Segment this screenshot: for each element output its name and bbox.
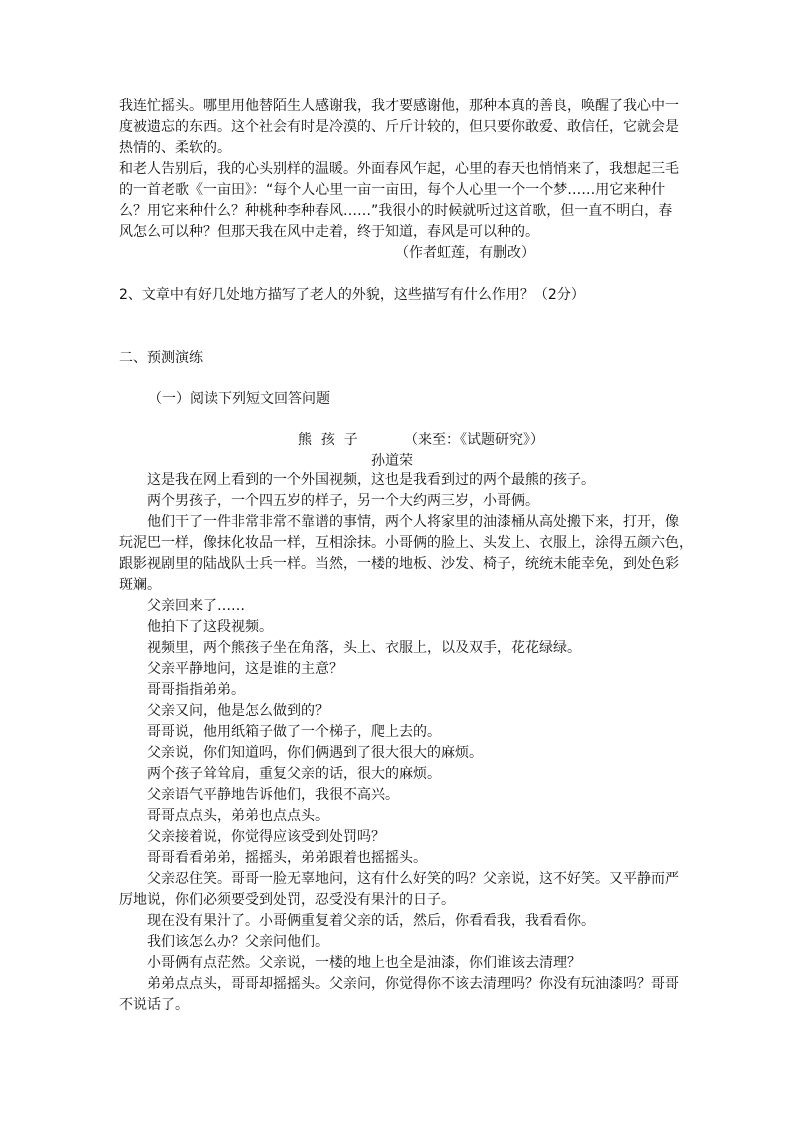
author-attribution: （作者虹莲，有删改） [395,245,535,261]
passage-line: 么？用它来种什么？种桃种李种春风……”我很小的时候就听过这首歌，但一直不明白，春 [119,203,673,219]
story-title: 熊 孩 子 [298,432,358,448]
story-source: （来至：《试题研究》） [404,432,544,448]
story-line: 两个孩子耸耸肩，重复父亲的话，很大的麻烦。 [147,766,441,782]
story-line: 玩泥巴一样，像抹化妆品一样，互相涂抹。小哥俩的脸上、头发上、衣服上，涂得五颜六色， [119,535,693,551]
subsection-heading: （一）阅读下列短文回答问题 [148,391,330,407]
story-line: 父亲平静地问，这是谁的主意？ [147,661,343,677]
story-line: 他们干了一件非常非常不靠谱的事情，两个人将家里的油漆桶从高处搬下来，打开，像 [147,514,679,530]
story-line: 父亲忍住笑。哥哥一脸无辜地问，这有什么好笑的吗？父亲说，这不好笑。又平静而严 [147,871,679,887]
passage-line: 风怎么可以种？但那天我在风中走着，终于知道，春风是可以种的。 [119,224,539,240]
story-line: 视频里，两个熊孩子坐在角落，头上、衣服上，以及双手，花花绿绿。 [147,640,581,656]
story-line: 父亲接着说，你觉得应该受到处罚吗？ [147,829,385,845]
section-heading: 二、预测演练 [119,350,203,366]
passage-line: 的一首老歌《一亩田》：“每个人心里一亩一亩田，每个人心里一个一个梦……用它来种什 [119,182,666,198]
essay-ending-passage [119,96,679,243]
passage-line: 度被遗忘的东西。这个社会有时是冷漠的、斤斤计较的，但只要你敢爱、敢信任，它就会是 [119,119,679,135]
story-line: 斑斓。 [119,577,161,593]
story-line: 这是我在网上看到的一个外国视频，这也是我看到过的两个最熊的孩子。 [147,472,595,488]
story-line: 父亲回来了…… [147,598,245,614]
story-line: 哥哥指指弟弟。 [147,682,245,698]
story-line: 父亲语气平静地告诉他们，我很不高兴。 [147,787,399,803]
question-2: 2、文章中有好几处地方描写了老人的外貌，这些描写有什么作用？（2分） [119,287,585,303]
story-line: 他拍下了这段视频。 [147,619,273,635]
story-line: 我们该怎么办？父亲问他们。 [147,934,329,950]
story-body [119,470,693,1016]
story-line: 不说话了。 [119,997,189,1013]
passage-line: 我连忙摇头。哪里用他替陌生人感谢我，我才要感谢他，那种本真的善良，唤醒了我心中一 [119,98,679,114]
story-line: 跟影视剧里的陆战队士兵一样。当然，一楼的地板、沙发、椅子，统统未能幸免，到处色彩 [119,556,679,572]
story-line: 小哥俩有点茫然。父亲说，一楼的地上也全是油漆，你们谁该去清理？ [147,955,581,971]
story-author: 孙道荣 [371,453,413,469]
story-line: 现在没有果汁了。小哥俩重复着父亲的话，然后，你看看我，我看看你。 [147,913,595,929]
story-line: 厉地说，你们必须要受到处罚，忍受没有果汁的日子。 [119,892,455,908]
story-line: 哥哥点点头，弟弟也点点头。 [147,808,329,824]
passage-line: 和老人告别后，我的心头别样的温暖。外面春风乍起，心里的春天也悄悄来了，我想起三毛 [119,161,679,177]
story-line: 哥哥说，他用纸箱子做了一个梯子，爬上去的。 [147,724,441,740]
story-line: 弟弟点点头，哥哥却摇摇头。父亲问，你觉得你不该去清理吗？你没有玩油漆吗？哥哥 [147,976,679,992]
story-line: 哥哥看看弟弟，摇摇头，弟弟跟着也摇摇头。 [147,850,427,866]
story-line: 两个男孩子，一个四五岁的样子，另一个大约两三岁，小哥俩。 [147,493,539,509]
passage-line: 热情的、柔软的。 [119,140,231,156]
story-line: 父亲说，你们知道吗，你们俩遇到了很大很大的麻烦。 [147,745,483,761]
story-line: 父亲又问，他是怎么做到的？ [147,703,329,719]
